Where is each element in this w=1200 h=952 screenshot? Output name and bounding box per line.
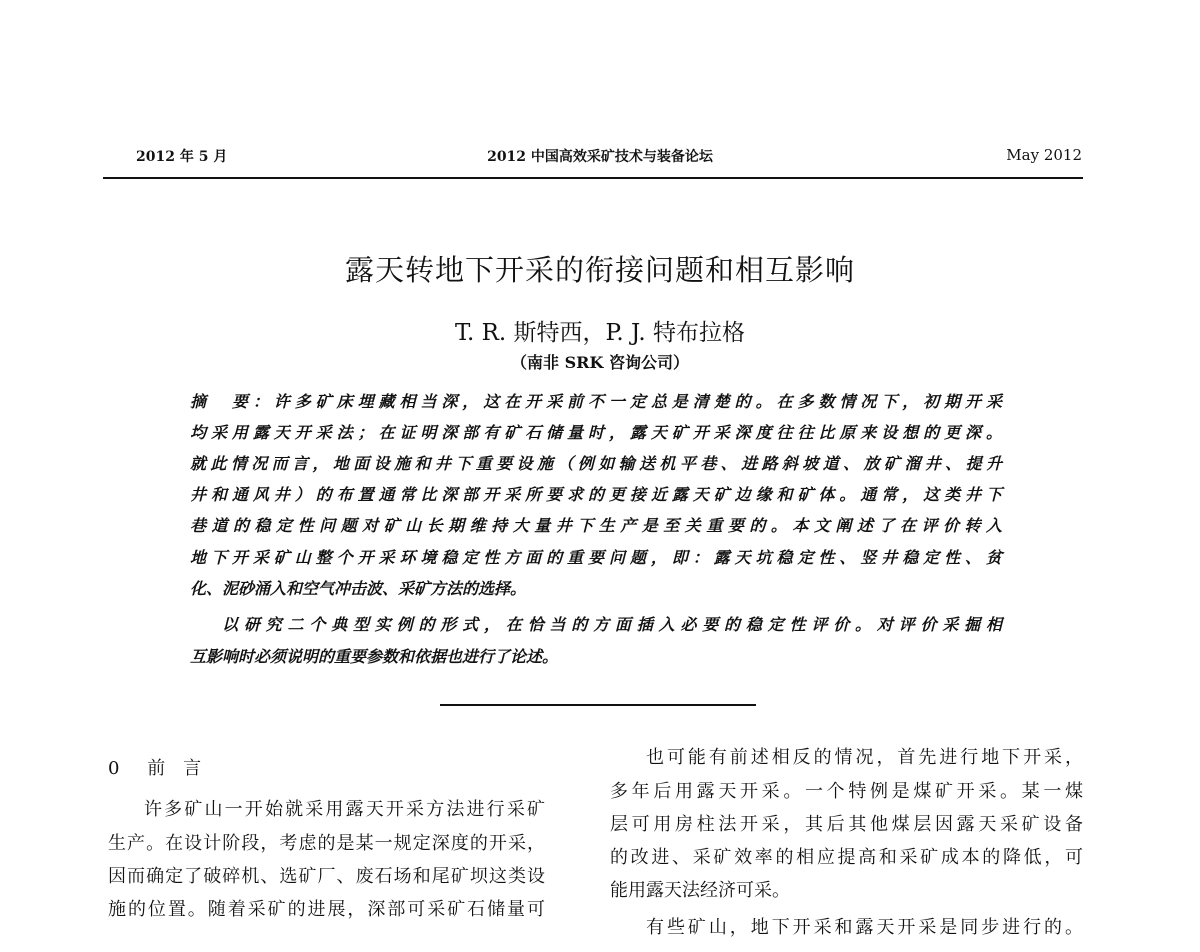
header-rule: [103, 177, 1083, 179]
body-line: 因而确定了破碎机、选矿厂、废石场和尾矿坝这类设: [108, 866, 545, 887]
abstract-divider: [440, 704, 756, 706]
body-line: 有些矿山，地下开采和露天开采是同步进行的。: [646, 917, 1083, 938]
body-line: 施的位置。随着采矿的进展，深部可采矿石储量可: [108, 899, 545, 920]
abstract-line: 以研究二个典型实例的形式，在恰当的方面插入必要的稳定性评价。对评价采掘相: [222, 615, 1002, 634]
abstract-line: 巷道的稳定性问题对矿山长期维持大量井下生产是至关重要的。本文阐述了在评价转入: [190, 516, 1002, 535]
body-line: 多年后用露天开采。一个特例是煤矿开采。某一煤: [610, 781, 1083, 802]
authors: T. R. 斯特西，P. J. 特布拉格: [454, 320, 745, 346]
header-journal: 2012 中国高效采矿技术与装备论坛: [487, 149, 713, 165]
section-heading: [108, 754, 201, 780]
paper-title: 露天转地下开采的衔接问题和相互影响: [344, 253, 855, 287]
abstract-line: 化、泥砂涌入和空气冲击波、采矿方法的选择。: [190, 579, 527, 598]
abstract-line: 就此情况而言，地面设施和井下重要设施（例如输送机平巷、进路斜坡道、放矿溜井、提升: [190, 454, 1002, 473]
abstract-line: 互影响时必须说明的重要参数和依据也进行了论述。: [190, 647, 559, 666]
affiliation: （南非 SRK 咨询公司）: [511, 353, 689, 372]
body-line: 也可能有前述相反的情况，首先进行地下开采，: [646, 747, 1083, 768]
header-date: 2012 年 5 月: [136, 149, 228, 165]
body-line: 许多矿山一开始就采用露天开采方法进行采矿: [144, 799, 545, 820]
section-title: 前 言: [147, 758, 202, 779]
body-line: 层可用房柱法开采，其后其他煤层因露天采矿设备: [610, 814, 1083, 835]
body-line: 能用露天法经济可采。: [610, 880, 790, 901]
section-number: 0: [108, 758, 120, 779]
abstract-line: 井和通风井）的布置通常比深部开采所要求的更接近露天矿边缘和矿体。通常，这类井下: [190, 485, 1002, 504]
body-line: 生产。在设计阶段，考虑的是某一规定深度的开采，: [108, 833, 545, 854]
abstract-line: 均采用露天开采法；在证明深部有矿石储量时，露天矿开采深度往往比原来设想的更深。: [190, 423, 1002, 442]
header-date-en: May 2012: [1006, 146, 1082, 164]
abstract-line: 地下开采矿山整个开采环境稳定性方面的重要问题，即：露天坑稳定性、竖井稳定性、贫: [190, 548, 1002, 567]
body-line: 的改进、采矿效率的相应提高和采矿成本的降低，可: [610, 847, 1083, 868]
abstract-line: 摘 要：许多矿床埋藏相当深，这在开采前不一定总是清楚的。在多数情况下，初期开采: [190, 392, 1002, 411]
